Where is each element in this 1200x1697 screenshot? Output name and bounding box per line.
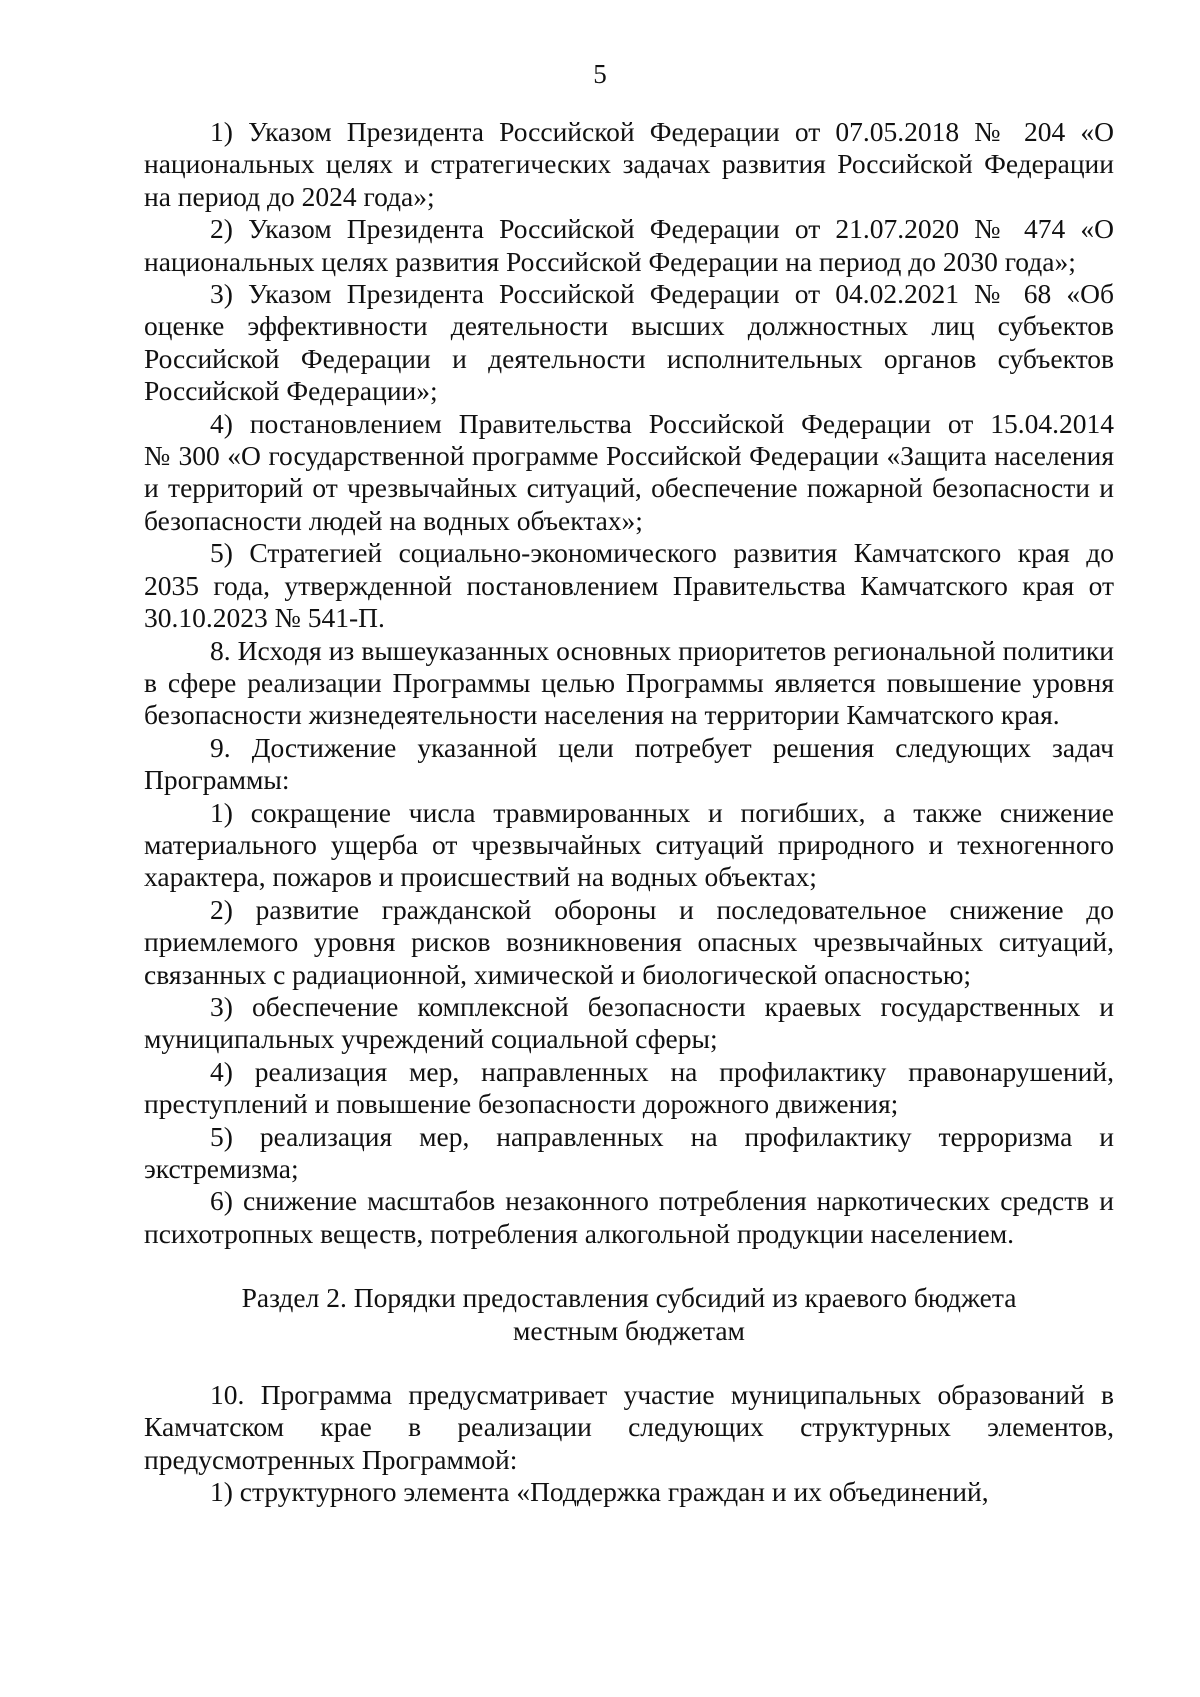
paragraph-decree-68: 3) Указом Президента Российской Федерации от 04.02.2021 № 68 «Об оценке эффективности деятельности высших должностных лиц субъектов Российской Федерации и деятельности исполнительных органов субъектов Российской Федерации»; bbox=[144, 278, 1114, 407]
task-4-paragraph: 4) реализация мер, направленных на профилактику правонарушений, преступлений и повышение безопасности дорожного движения; bbox=[144, 1055, 1114, 1120]
task-3-paragraph: 3) обеспечение комплексной безопасности краевых государственных и муниципальных учреждений социальной сферы; bbox=[144, 990, 1114, 1055]
paragraph-decree-474: 2) Указом Президента Российской Федерации от 21.07.2020 № 474 «О национальных целях развития Российской Федерации на период до 2030 года»; bbox=[144, 213, 1114, 277]
task-2-paragraph: 2) развитие гражданской обороны и последовательное снижение до приемлемого уровня рисков возникновения опасных чрезвычайных ситуаций, связанных с радиационной, химической и биологической опасностью; bbox=[144, 893, 1114, 990]
paragraph-item-8-goal: 8. Исходя из вышеуказанных основных приоритетов региональной политики в сфере реализации Программы целью Программы является повышение уровня безопасности жизнедеятельности населения на территории Камчатского края. bbox=[144, 634, 1114, 731]
task-1-paragraph: 1) сокращение числа травмированных и погибших, а также снижение материального ущерба от чрезвычайных ситуаций природного и техногенного характера, пожаров и происшествий на водных объектах; bbox=[144, 796, 1114, 893]
spacer bbox=[144, 1250, 1114, 1282]
section-heading-line-1: Раздел 2. Порядки предоставления субсидий из краевого бюджета bbox=[241, 1282, 1017, 1314]
paragraph-structural-element-1: 1) структурного элемента «Поддержка граждан и их объединений, bbox=[210, 1476, 989, 1508]
paragraph-strategy-2035: 5) Стратегией социально-экономического развития Камчатского края до 2035 года, утвержденной постановлением Правительства Камчатского края от 30.10.2023 № 541-П. bbox=[144, 537, 1114, 634]
paragraph-item-9-tasks: 9. Достижение указанной цели потребует решения следующих задач Программы: bbox=[144, 731, 1114, 796]
paragraph-item-10: 10. Программа предусматривает участие муниципальных образований в Камчатском крае в реализации следующих структурных элементов, предусмотренных Программой: bbox=[144, 1379, 1114, 1475]
page-number: 5 bbox=[593, 59, 607, 89]
spacer bbox=[144, 1347, 1114, 1379]
section-heading bbox=[144, 1282, 1114, 1347]
paragraph-decree-204: 1) Указом Президента Российской Федерации от 07.05.2018 № 204 «О национальных целях и стратегических задачах развития Российской Федерации на период до 2024 года»; bbox=[144, 116, 1114, 212]
section-heading-line-2: местным бюджетам bbox=[513, 1314, 745, 1346]
paragraph-resolution-300: 4) постановлением Правительства Российской Федерации от 15.04.2014 № 300 «О государственной программе Российской Федерации «Защита населения и территорий от чрезвычайных ситуаций, обеспечение пожарной безопасности и безопасности людей на водных объектах»; bbox=[144, 407, 1114, 536]
task-5-paragraph: 5) реализация мер, направленных на профилактику терроризма и экстремизма; bbox=[144, 1120, 1114, 1184]
task-6-paragraph: 6) снижение масштабов незаконного потребления наркотических средств и психотропных веществ, потребления алкогольной продукции населением. bbox=[144, 1185, 1114, 1249]
document-body bbox=[144, 116, 1114, 1509]
